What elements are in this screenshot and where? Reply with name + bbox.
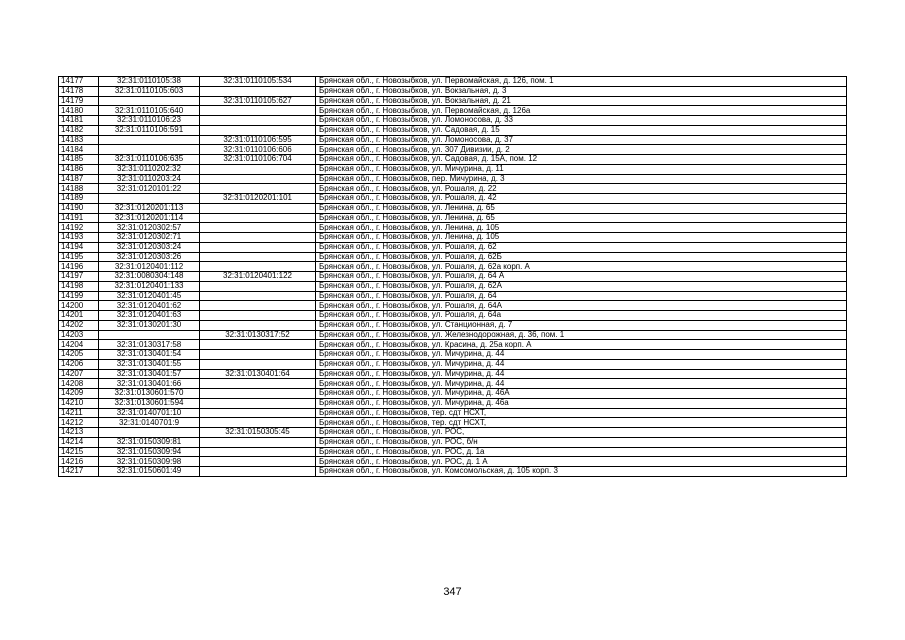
address-cell: Брянская обл., г. Новозыбков, ул. Мичурина, д. 46А: [316, 389, 847, 399]
table-row: [59, 428, 847, 438]
address-cell: Брянская обл., г. Новозыбков, ул. Садовая, д. 15: [316, 125, 847, 135]
row-number-cell: 14204: [59, 340, 99, 350]
table-row: [59, 164, 847, 174]
table-row: [59, 272, 847, 282]
table-row: [59, 96, 847, 106]
address-cell: Брянская обл., г. Новозыбков, ул. Комсомольская, д. 105 корп. 3: [316, 467, 847, 477]
building-cadastral-number-cell: 32:31:0110106:595: [200, 135, 316, 145]
cadastral-number-cell: 32:31:0120101:22: [99, 184, 200, 194]
building-cadastral-number-cell: 32:31:0120401:122: [200, 272, 316, 282]
row-number-cell: 14205: [59, 350, 99, 360]
table-row: [59, 116, 847, 126]
table-row: [59, 369, 847, 379]
address-cell: Брянская обл., г. Новозыбков, ул. Ломоносова, д. 37: [316, 135, 847, 145]
building-cadastral-number-cell: [200, 447, 316, 457]
row-number-cell: 14187: [59, 174, 99, 184]
building-cadastral-number-cell: [200, 174, 316, 184]
table-row: [59, 184, 847, 194]
cadastral-number-cell: 32:31:0120201:114: [99, 213, 200, 223]
table-body: [59, 77, 847, 477]
table-row: [59, 223, 847, 233]
address-cell: Брянская обл., г. Новозыбков, ул. Рошаля, д. 42: [316, 194, 847, 204]
row-number-cell: 14178: [59, 86, 99, 96]
building-cadastral-number-cell: 32:31:0130317:52: [200, 330, 316, 340]
table-row: [59, 340, 847, 350]
cadastral-number-cell: [99, 428, 200, 438]
cadastral-number-cell: 32:31:0110202:32: [99, 164, 200, 174]
row-number-cell: 14199: [59, 291, 99, 301]
address-cell: Брянская обл., г. Новозыбков, ул. 307 Дивизии, д. 2: [316, 145, 847, 155]
building-cadastral-number-cell: [200, 340, 316, 350]
table-row: [59, 242, 847, 252]
cadastral-number-cell: 32:31:0080304:148: [99, 272, 200, 282]
table-row: [59, 77, 847, 87]
table-row: [59, 194, 847, 204]
row-number-cell: 14210: [59, 398, 99, 408]
building-cadastral-number-cell: [200, 350, 316, 360]
row-number-cell: 14211: [59, 408, 99, 418]
table-row: [59, 213, 847, 223]
cadastral-number-cell: 32:31:0130601:570: [99, 389, 200, 399]
address-cell: Брянская обл., г. Новозыбков, ул. РОС, д. 1а: [316, 447, 847, 457]
address-cell: Брянская обл., г. Новозыбков, ул. Рошаля, д. 64а: [316, 311, 847, 321]
building-cadastral-number-cell: [200, 301, 316, 311]
address-cell: Брянская обл., г. Новозыбков, ул. Мичурина, д. 44: [316, 379, 847, 389]
table-row: [59, 408, 847, 418]
cadastral-number-cell: 32:31:0110203:24: [99, 174, 200, 184]
table-row: [59, 311, 847, 321]
address-cell: Брянская обл., г. Новозыбков, ул. Рошаля, д. 62Б: [316, 252, 847, 262]
address-cell: Брянская обл., г. Новозыбков, ул. Рошаля, д. 62: [316, 242, 847, 252]
address-cell: Брянская обл., г. Новозыбков, ул. Мичурина, д. 11: [316, 164, 847, 174]
row-number-cell: 14177: [59, 77, 99, 87]
row-number-cell: 14186: [59, 164, 99, 174]
row-number-cell: 14196: [59, 262, 99, 272]
row-number-cell: 14209: [59, 389, 99, 399]
cadastral-number-cell: 32:31:0110106:635: [99, 155, 200, 165]
row-number-cell: 14185: [59, 155, 99, 165]
cadastral-number-cell: 32:31:0130401:66: [99, 379, 200, 389]
building-cadastral-number-cell: [200, 86, 316, 96]
cadastral-number-cell: 32:31:0120401:112: [99, 262, 200, 272]
building-cadastral-number-cell: [200, 359, 316, 369]
row-number-cell: 14214: [59, 437, 99, 447]
building-cadastral-number-cell: [200, 457, 316, 467]
table-row: [59, 174, 847, 184]
building-cadastral-number-cell: [200, 408, 316, 418]
row-number-cell: 14194: [59, 242, 99, 252]
table-row: [59, 301, 847, 311]
address-cell: Брянская обл., г. Новозыбков, ул. РОС, б/н: [316, 437, 847, 447]
row-number-cell: 14212: [59, 418, 99, 428]
building-cadastral-number-cell: 32:31:0130401:64: [200, 369, 316, 379]
cadastral-number-cell: [99, 135, 200, 145]
cadastral-number-cell: 32:31:0110105:640: [99, 106, 200, 116]
cadastral-number-cell: [99, 96, 200, 106]
table-row: [59, 145, 847, 155]
cadastral-number-cell: 32:31:0120401:62: [99, 301, 200, 311]
table-row: [59, 252, 847, 262]
address-cell: Брянская обл., г. Новозыбков, тер. сдт НСХТ,: [316, 418, 847, 428]
cadastral-number-cell: [99, 194, 200, 204]
address-cell: Брянская обл., г. Новозыбков, ул. Ленина, д. 105: [316, 233, 847, 243]
cadastral-number-cell: 32:31:0110105:38: [99, 77, 200, 87]
building-cadastral-number-cell: [200, 116, 316, 126]
address-cell: Брянская обл., г. Новозыбков, ул. Вокзальная, д. 21: [316, 96, 847, 106]
row-number-cell: 14189: [59, 194, 99, 204]
building-cadastral-number-cell: [200, 437, 316, 447]
cadastral-number-cell: 32:31:0110105:603: [99, 86, 200, 96]
cadastral-number-cell: 32:31:0140701:9: [99, 418, 200, 428]
table-row: [59, 437, 847, 447]
cadastral-number-cell: 32:31:0150601:49: [99, 467, 200, 477]
address-cell: Брянская обл., г. Новозыбков, ул. Железнодорожная, д. 36, пом. 1: [316, 330, 847, 340]
table-row: [59, 350, 847, 360]
row-number-cell: 14184: [59, 145, 99, 155]
cadastral-number-cell: 32:31:0120302:57: [99, 223, 200, 233]
cadastral-number-cell: 32:31:0120303:26: [99, 252, 200, 262]
building-cadastral-number-cell: 32:31:0110105:534: [200, 77, 316, 87]
row-number-cell: 14182: [59, 125, 99, 135]
cadastral-number-cell: 32:31:0130401:57: [99, 369, 200, 379]
cadastral-number-cell: 32:31:0110106:591: [99, 125, 200, 135]
table-row: [59, 135, 847, 145]
row-number-cell: 14190: [59, 203, 99, 213]
cadastral-number-cell: 32:31:0130401:55: [99, 359, 200, 369]
table-row: [59, 281, 847, 291]
table-row: [59, 330, 847, 340]
building-cadastral-number-cell: [200, 252, 316, 262]
building-cadastral-number-cell: 32:31:0110106:606: [200, 145, 316, 155]
table-row: [59, 106, 847, 116]
address-cell: Брянская обл., г. Новозыбков, ул. Мичурина, д. 44: [316, 350, 847, 360]
cadastral-number-cell: 32:31:0120303:24: [99, 242, 200, 252]
cadastral-number-cell: [99, 330, 200, 340]
building-cadastral-number-cell: 32:31:0120201:101: [200, 194, 316, 204]
row-number-cell: 14179: [59, 96, 99, 106]
row-number-cell: 14203: [59, 330, 99, 340]
cadastral-number-cell: 32:31:0110106:23: [99, 116, 200, 126]
building-cadastral-number-cell: 32:31:0150305:45: [200, 428, 316, 438]
building-cadastral-number-cell: [200, 262, 316, 272]
row-number-cell: 14183: [59, 135, 99, 145]
row-number-cell: 14191: [59, 213, 99, 223]
table-row: [59, 320, 847, 330]
building-cadastral-number-cell: [200, 467, 316, 477]
cadastral-number-cell: 32:31:0130201:30: [99, 320, 200, 330]
building-cadastral-number-cell: [200, 389, 316, 399]
address-cell: Брянская обл., г. Новозыбков, ул. Мичурина, д. 46а: [316, 398, 847, 408]
row-number-cell: 14207: [59, 369, 99, 379]
cadastral-number-cell: 32:31:0120401:45: [99, 291, 200, 301]
table-row: [59, 203, 847, 213]
address-cell: Брянская обл., г. Новозыбков, ул. Станционная, д. 7: [316, 320, 847, 330]
address-cell: Брянская обл., г. Новозыбков, ул. Рошаля, д. 64А: [316, 301, 847, 311]
table-row: [59, 125, 847, 135]
address-cell: Брянская обл., г. Новозыбков, тер. сдт НСХТ,: [316, 408, 847, 418]
address-cell: Брянская обл., г. Новозыбков, ул. РОС,: [316, 428, 847, 438]
building-cadastral-number-cell: 32:31:0110105:627: [200, 96, 316, 106]
address-cell: Брянская обл., г. Новозыбков, ул. Рошаля, д. 64: [316, 291, 847, 301]
address-cell: Брянская обл., г. Новозыбков, ул. Красина, д. 25а корп. А: [316, 340, 847, 350]
table-row: [59, 291, 847, 301]
row-number-cell: 14213: [59, 428, 99, 438]
address-cell: Брянская обл., г. Новозыбков, ул. Садовая, д. 15А, пом. 12: [316, 155, 847, 165]
table-row: [59, 233, 847, 243]
building-cadastral-number-cell: [200, 311, 316, 321]
cadastral-number-cell: 32:31:0130601:594: [99, 398, 200, 408]
table-row: [59, 447, 847, 457]
cadastral-number-cell: 32:31:0120302:71: [99, 233, 200, 243]
building-cadastral-number-cell: [200, 125, 316, 135]
address-cell: Брянская обл., г. Новозыбков, ул. Ленина, д. 105: [316, 223, 847, 233]
building-cadastral-number-cell: [200, 106, 316, 116]
table-row: [59, 398, 847, 408]
cadastral-number-cell: 32:31:0120401:63: [99, 311, 200, 321]
address-cell: Брянская обл., г. Новозыбков, ул. Ломоносова, д. 33: [316, 116, 847, 126]
row-number-cell: 14197: [59, 272, 99, 282]
building-cadastral-number-cell: [200, 281, 316, 291]
table-row: [59, 389, 847, 399]
row-number-cell: 14201: [59, 311, 99, 321]
address-cell: Брянская обл., г. Новозыбков, ул. Рошаля, д. 62А: [316, 281, 847, 291]
table-row: [59, 262, 847, 272]
row-number-cell: 14192: [59, 223, 99, 233]
cadastral-number-cell: 32:31:0150309:81: [99, 437, 200, 447]
cadastral-number-cell: 32:31:0150309:98: [99, 457, 200, 467]
table-row: [59, 379, 847, 389]
address-cell: Брянская обл., г. Новозыбков, ул. Первомайская, д. 126а: [316, 106, 847, 116]
building-cadastral-number-cell: [200, 398, 316, 408]
page-number: 347: [443, 586, 462, 598]
building-cadastral-number-cell: [200, 291, 316, 301]
building-cadastral-number-cell: [200, 242, 316, 252]
row-number-cell: 14188: [59, 184, 99, 194]
building-cadastral-number-cell: [200, 184, 316, 194]
row-number-cell: 14181: [59, 116, 99, 126]
table-row: [59, 155, 847, 165]
address-cell: Брянская обл., г. Новозыбков, ул. Мичурина, д. 44: [316, 359, 847, 369]
property-table: [58, 76, 847, 477]
row-number-cell: 14202: [59, 320, 99, 330]
address-cell: Брянская обл., г. Новозыбков, ул. Ленина, д. 65: [316, 203, 847, 213]
cadastral-number-cell: 32:31:0140701:10: [99, 408, 200, 418]
row-number-cell: 14208: [59, 379, 99, 389]
building-cadastral-number-cell: [200, 379, 316, 389]
building-cadastral-number-cell: [200, 320, 316, 330]
building-cadastral-number-cell: [200, 164, 316, 174]
building-cadastral-number-cell: [200, 213, 316, 223]
row-number-cell: 14180: [59, 106, 99, 116]
address-cell: Брянская обл., г. Новозыбков, ул. РОС, д. 1 А: [316, 457, 847, 467]
address-cell: Брянская обл., г. Новозыбков, ул. Вокзальная, д. 3: [316, 86, 847, 96]
cadastral-number-cell: 32:31:0120201:113: [99, 203, 200, 213]
cadastral-number-cell: 32:31:0130317:58: [99, 340, 200, 350]
cadastral-number-cell: [99, 145, 200, 155]
address-cell: Брянская обл., г. Новозыбков, ул. Рошаля, д. 22: [316, 184, 847, 194]
address-cell: Брянская обл., г. Новозыбков, ул. Ленина, д. 65: [316, 213, 847, 223]
cadastral-number-cell: 32:31:0130401:54: [99, 350, 200, 360]
address-cell: Брянская обл., г. Новозыбков, пер. Мичурина, д. 3: [316, 174, 847, 184]
row-number-cell: 14200: [59, 301, 99, 311]
cadastral-number-cell: 32:31:0120401:133: [99, 281, 200, 291]
address-cell: Брянская обл., г. Новозыбков, ул. Рошаля, д. 64 А: [316, 272, 847, 282]
table-row: [59, 467, 847, 477]
address-cell: Брянская обл., г. Новозыбков, ул. Мичурина, д. 44: [316, 369, 847, 379]
building-cadastral-number-cell: [200, 203, 316, 213]
row-number-cell: 14215: [59, 447, 99, 457]
building-cadastral-number-cell: [200, 233, 316, 243]
table-row: [59, 86, 847, 96]
table-row: [59, 418, 847, 428]
building-cadastral-number-cell: [200, 223, 316, 233]
building-cadastral-number-cell: 32:31:0110106:704: [200, 155, 316, 165]
address-cell: Брянская обл., г. Новозыбков, ул. Рошаля, д. 62а корп. А: [316, 262, 847, 272]
address-cell: Брянская обл., г. Новозыбков, ул. Первомайская, д. 126, пом. 1: [316, 77, 847, 87]
row-number-cell: 14217: [59, 467, 99, 477]
row-number-cell: 14206: [59, 359, 99, 369]
row-number-cell: 14216: [59, 457, 99, 467]
cadastral-number-cell: 32:31:0150309:94: [99, 447, 200, 457]
row-number-cell: 14195: [59, 252, 99, 262]
table-row: [59, 359, 847, 369]
building-cadastral-number-cell: [200, 418, 316, 428]
row-number-cell: 14193: [59, 233, 99, 243]
table-row: [59, 457, 847, 467]
row-number-cell: 14198: [59, 281, 99, 291]
